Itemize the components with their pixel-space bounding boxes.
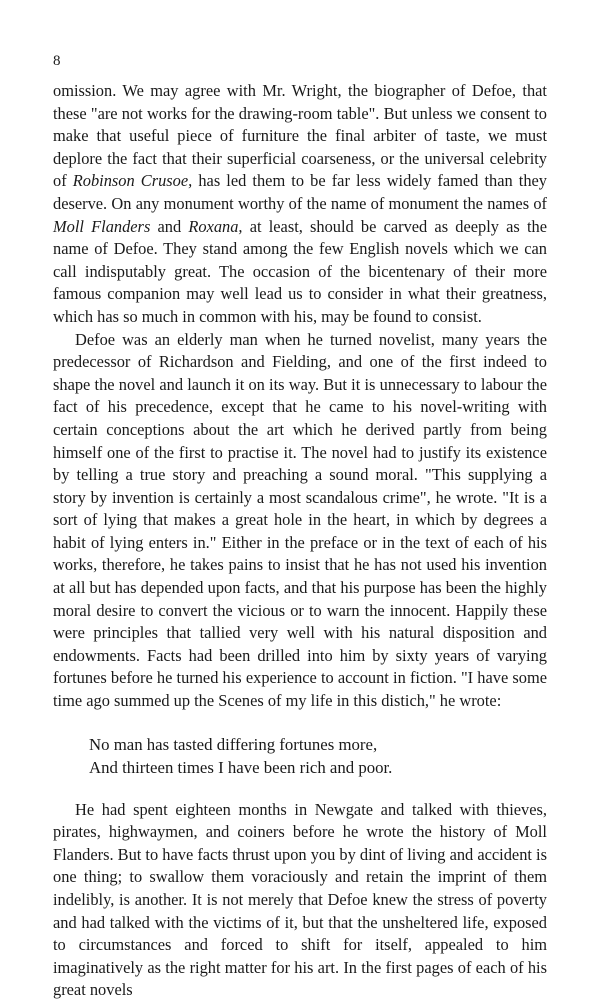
verse-quotation	[89, 733, 547, 779]
verse-line-1: No man has tasted differing fortunes more,	[89, 734, 378, 754]
paragraph-1-text-c: and	[150, 216, 189, 236]
title-robinson-crusoe: Robinson Crusoe,	[72, 171, 193, 191]
paragraph-1	[53, 80, 547, 329]
paragraph-2: Defoe was an elderly man when he turned novelist, many years the predecessor of Richardson and Fielding, and one of the first indeed to shape the novel and launch it on its way. But it is unnecessary to labour the fact of his precedence, except that he came to his novel-writing with certain conceptions about the art which he derived partly from being himself one of the first to practise it. The novel had to justify its existence by telling a true story and preaching a sound moral. "This supplying a story by invention is certainly a most scandalous crime", he wrote. "It is a sort of lying that makes a great hole in the heart, in which by degrees a habit of lying enters in." Either in the preface or in the text of each of his works, therefore, he takes pains to insist that he has not used his invention at all but has depended upon facts, and that his purpose has been the highly moral desire to convert the vicious or to warn the innocent. Happily these were principles that tallied very well with his natural disposition and endowments. Facts had been drilled into him by sixty years of varying fortunes before he turned his experience to account in fiction. "I have some time ago summed up the Scenes of my life in this distich," he wrote:	[53, 329, 547, 711]
paragraph-1-text-b: has led them to be far less widely famed than they deserve. On any monument worthy of the name of monument the names of	[53, 171, 547, 213]
paragraph-1-text-a: omission. We may agree with Mr. Wright, the biographer of Defoe, that these "are not works for the drawing-room table". But unless we consent to make that useful piece of furniture the final arbiter of taste, we must deplore the fact that their superficial coarseness, or the universal celebrity of	[53, 81, 547, 191]
paragraph-3: He had spent eighteen months in Newgate and talked with thieves, pirates, highwaymen, and coiners before he wrote the history of Moll Flanders. But to have facts thrust upon you by dint of living and accident is one thing; to swallow them voraciously and retain the imprint of them indelibly, is another. It is not merely that Defoe knew the stress of poverty and had talked with the victims of it, but that the unsheltered life, exposed to circumstances and forced to shift for itself, appealed to him imaginatively as the right matter for his art. In the first pages of each of his great novels	[53, 799, 547, 1000]
title-moll-flanders: Moll Flanders	[53, 216, 151, 236]
body-text	[53, 80, 547, 1002]
paragraph-1-text-d: at least, should be carved as deeply as the name of Defoe. They stand among the few English novels which we can call indisputably great. The occasion of the bicentenary of their more famous companion may well lead us to consider in what their greatness, which has so much in common with his, may be found to consist.	[53, 216, 547, 326]
title-roxana: Roxana,	[188, 216, 243, 236]
verse-line-2: And thirteen times I have been rich and poor.	[89, 757, 393, 777]
page-number: 8	[53, 53, 61, 69]
